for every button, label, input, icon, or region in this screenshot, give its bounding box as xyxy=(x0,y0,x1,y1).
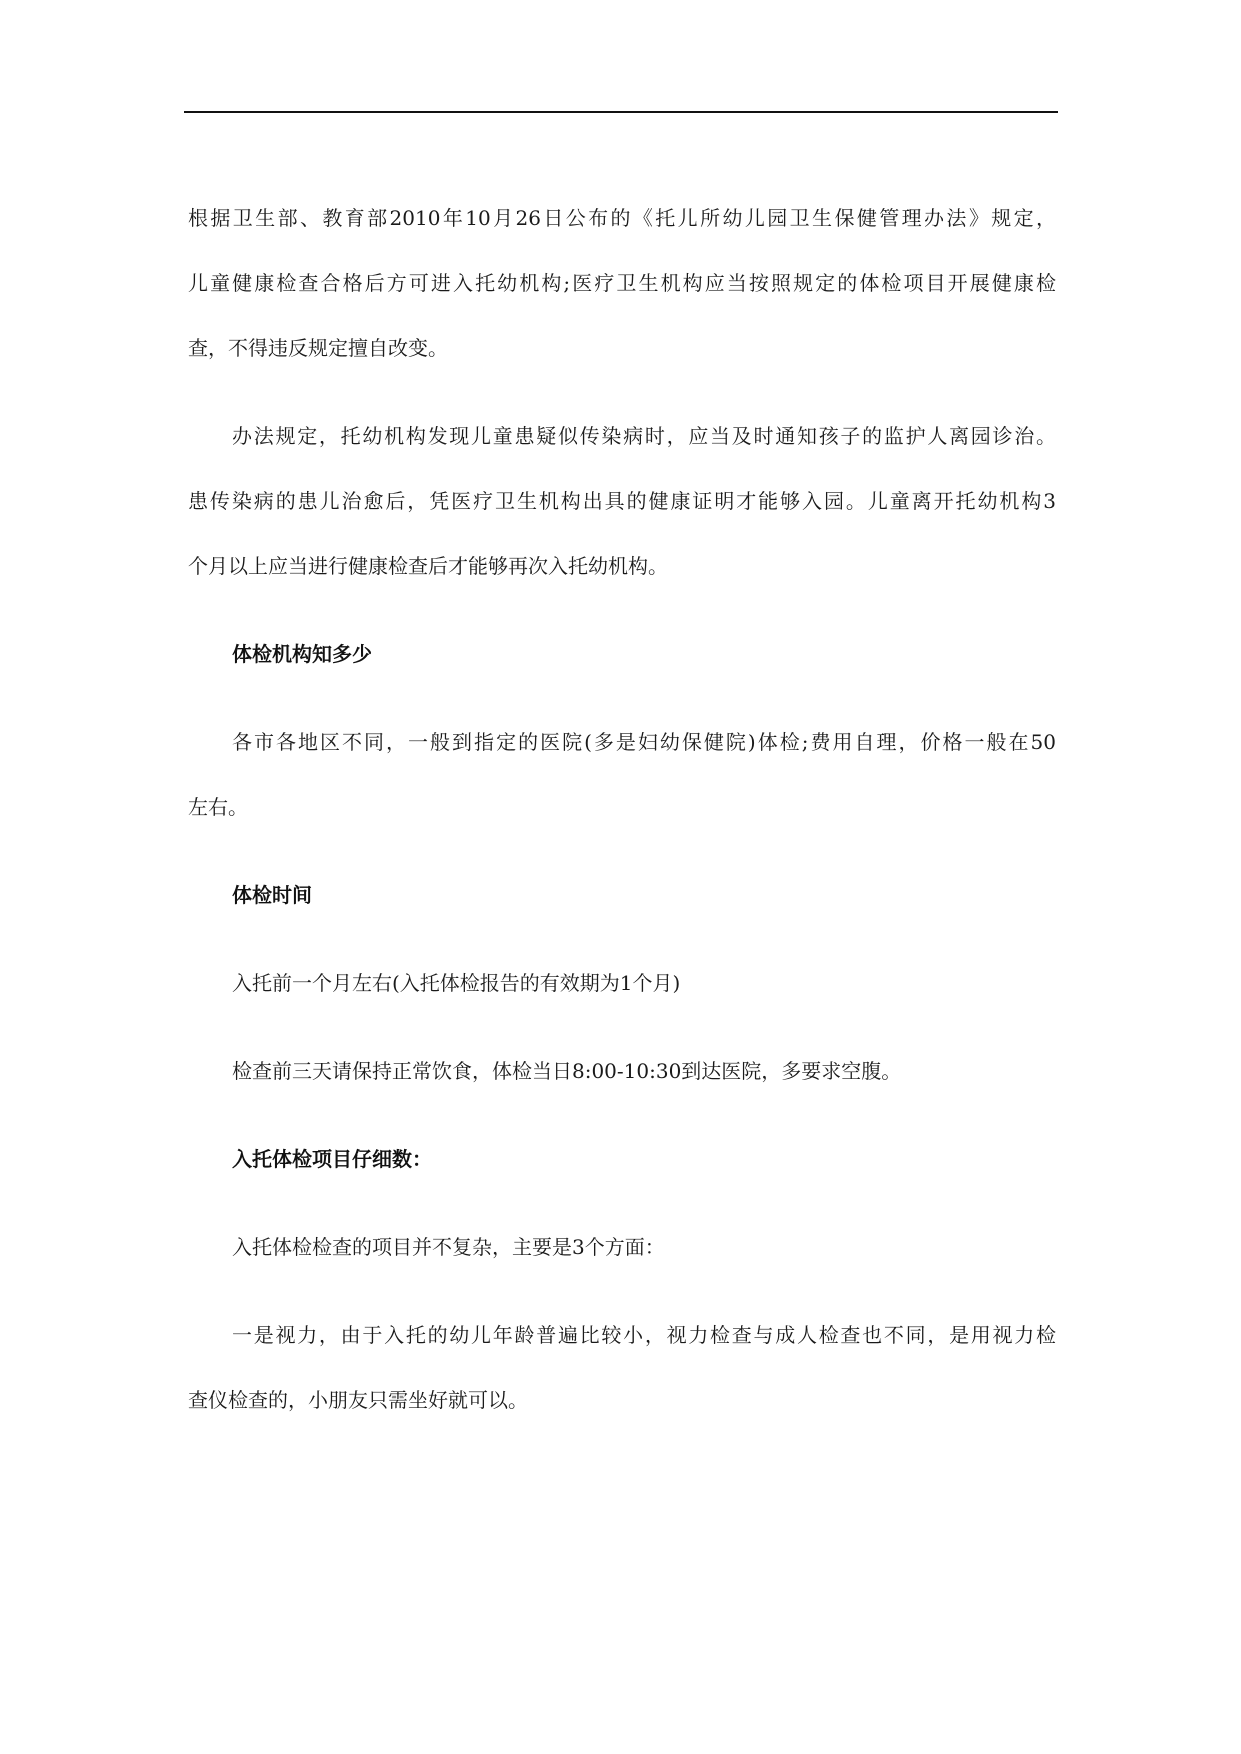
paragraph-exam-validity: 入托前一个月左右(入托体检报告的有效期为1个月) xyxy=(232,971,681,995)
paragraph-exam-preparation: 检查前三天请保持正常饮食，体检当日8:00-10:30到达医院，多要求空腹。 xyxy=(232,1059,902,1083)
heading-exam-institutions: 体检机构知多少 xyxy=(232,642,372,666)
paragraph-exam-items-intro: 入托体检检查的项目并不复杂，主要是3个方面： xyxy=(232,1235,665,1259)
text-line: 儿童健康检查合格后方可进入托幼机构;医疗卫生机构应当按照规定的体检项目开展健康检 xyxy=(188,271,1056,295)
text-line: 查仪检查的，小朋友只需坐好就可以。 xyxy=(188,1388,528,1412)
text-line: 患传染病的患儿治愈后，凭医疗卫生机构出具的健康证明才能够入园。儿童离开托幼机构3 xyxy=(188,489,1056,513)
text-line: 各市各地区不同，一般到指定的医院(多是妇幼保健院)体检;费用自理，价格一般在50 xyxy=(232,730,1056,754)
header-rule xyxy=(184,111,1058,113)
paragraph-infectious-disease xyxy=(188,404,1056,599)
text-line: 个月以上应当进行健康检查后才能够再次入托幼机构。 xyxy=(188,554,668,578)
paragraph-regulation xyxy=(188,186,1056,381)
text-line: 办法规定，托幼机构发现儿童患疑似传染病时，应当及时通知孩子的监护人离园诊治。 xyxy=(232,424,1056,448)
text-line: 左右。 xyxy=(188,795,248,819)
paragraph-vision-check xyxy=(188,1303,1056,1433)
heading-exam-items: 入托体检项目仔细数： xyxy=(232,1147,432,1171)
paragraph-exam-institutions xyxy=(188,710,1056,840)
document-body xyxy=(188,186,1056,1433)
heading-exam-time: 体检时间 xyxy=(232,883,312,907)
text-line: 根据卫生部、教育部2010年10月26日公布的《托儿所幼儿园卫生保健管理办法》规定， xyxy=(188,206,1056,230)
text-line: 查，不得违反规定擅自改变。 xyxy=(188,336,448,360)
text-line: 一是视力，由于入托的幼儿年龄普遍比较小，视力检查与成人检查也不同，是用视力检 xyxy=(232,1323,1056,1347)
